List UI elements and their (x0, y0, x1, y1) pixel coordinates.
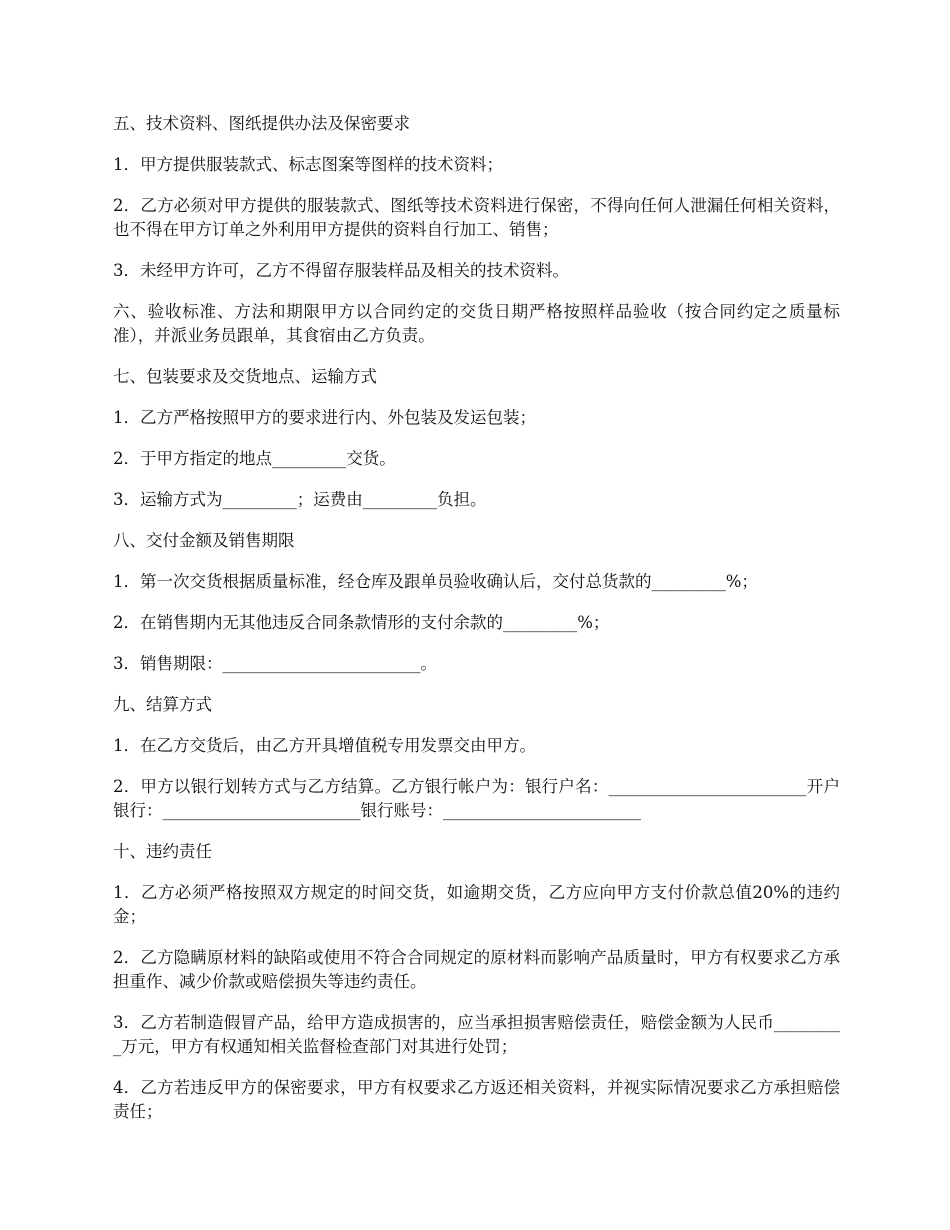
clause-5-1: 1．甲方提供服装款式、标志图案等图样的技术资料； (113, 155, 503, 174)
section-heading-8: 八、交付金额及销售期限 (113, 531, 295, 550)
clause-8-3: 3．销售期限：________________________。 (113, 654, 437, 673)
clause-9-1: 1．在乙方交货后，由乙方开具增值税专用发票交由甲方。 (113, 736, 536, 755)
section-heading-10: 十、违约责任 (113, 842, 212, 861)
section-heading-5: 五、技术资料、图纸提供办法及保密要求 (113, 114, 410, 133)
clause-10-1: 1．乙方必须严格按照双方规定的时间交货，如逾期交货，乙方应向甲方支付价款总值20%的违约金； (113, 883, 840, 926)
clause-7-1: 1．乙方严格按照甲方的要求进行内、外包装及发运包装； (113, 408, 536, 427)
section-heading-7: 七、包装要求及交货地点、运输方式 (113, 367, 377, 386)
clause-8-1: 1．第一次交货根据质量标准，经仓库及跟单员验收确认后，交付总货款的_________%； (113, 572, 758, 591)
clause-8-2: 2．在销售期内无其他违反合同条款情形的支付余款的_________%； (113, 613, 610, 632)
section-heading-9: 九、结算方式 (113, 695, 212, 714)
section-heading-6: 六、验收标准、方法和期限甲方以合同约定的交货日期严格按照样品验收（按合同约定之质量标准），并派业务员跟单，其食宿由乙方负责。 (113, 302, 840, 345)
clause-7-3: 3．运输方式为_________；运费由_________负担。 (113, 490, 487, 509)
clause-5-3: 3．未经甲方许可，乙方不得留存服装样品及相关的技术资料。 (113, 261, 569, 280)
clause-10-2: 2．乙方隐瞒原材料的缺陷或使用不符合合同规定的原材料而影响产品质量时，甲方有权要求乙方承担重作、减少价款或赔偿损失等违约责任。 (113, 948, 840, 991)
clause-10-4: 4．乙方若违反甲方的保密要求，甲方有权要求乙方返还相关资料，并视实际情况要求乙方承担赔偿责任； (113, 1078, 840, 1121)
clause-7-2: 2．于甲方指定的地点_________交货。 (113, 449, 396, 468)
clause-10-3: 3．乙方若制造假冒产品，给甲方造成损害的，应当承担损害赔偿责任，赔偿金额为人民币_________万元，甲方有权通知相关监督检查部门对其进行处罚； (113, 1013, 840, 1056)
document-body (113, 112, 840, 1141)
clause-9-2: 2．甲方以银行划转方式与乙方结算。乙方银行帐户为：银行户名：________________________开户银行：________________________银行账号：________________________ (113, 777, 840, 820)
clause-5-2: 2．乙方必须对甲方提供的服装款式、图纸等技术资料进行保密，不得向任何人泄漏任何相关资料，也不得在甲方订单之外利用甲方提供的资料自行加工、销售； (113, 196, 840, 239)
